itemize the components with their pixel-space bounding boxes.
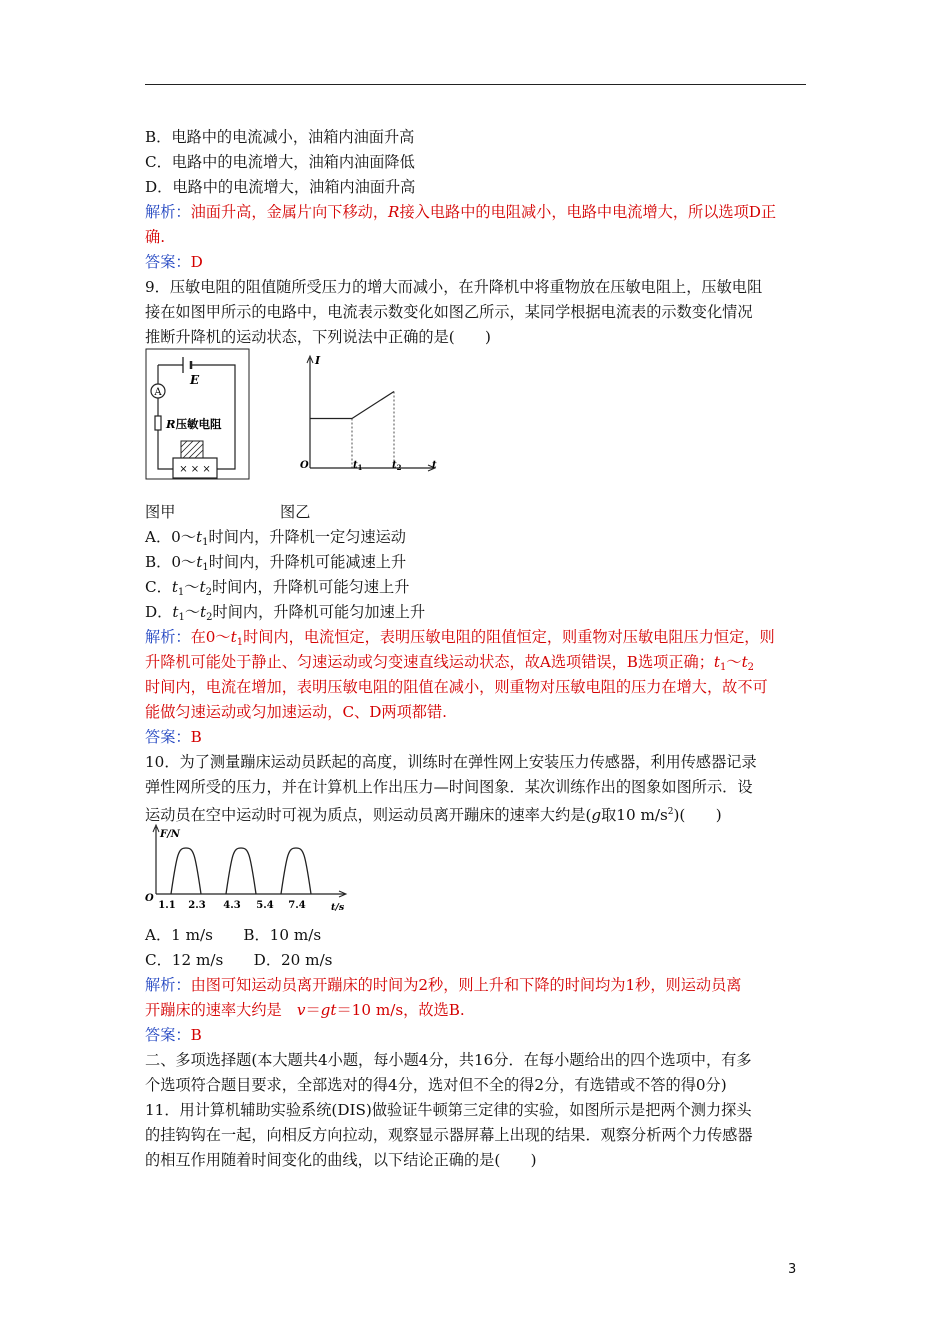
q11-stem-line3: 的相互作用随着时间变化的曲线，以下结论正确的是( ) xyxy=(145,1151,537,1169)
q10-stem-line2: 弹性网所受的压力，并在计算机上作出压力—时间图象．某次训练作出的图象如图所示．设 xyxy=(145,778,753,796)
t1-tick-label: $t_1$ xyxy=(353,460,363,472)
x-tick-label: 1.1 xyxy=(158,900,176,911)
figure-captions xyxy=(145,502,311,522)
analysis-text: 接入电路中的电阻减小，电路中电流增大，所以选项D正 xyxy=(399,203,777,221)
x-tick-label: 2.3 xyxy=(188,900,206,911)
q10-answer xyxy=(145,1025,202,1045)
x-label: t/s xyxy=(331,902,345,912)
origin-label: O xyxy=(145,893,154,904)
resistor-text: 压敏电阻 xyxy=(175,417,222,431)
circuit-diagram xyxy=(145,348,250,480)
y-label: F/N xyxy=(160,829,180,840)
analysis-label: 解析： xyxy=(145,628,191,646)
header-rule xyxy=(145,84,806,85)
q8-answer xyxy=(145,252,203,272)
answer-value: B xyxy=(190,1026,202,1044)
caption-yi: 图乙 xyxy=(280,503,311,521)
q10-analysis-line2: 开蹦床的速率大约是 v＝gt＝10 m/s，故选B. xyxy=(145,1001,465,1019)
t2-tick-label: $t_2$ xyxy=(392,460,402,472)
q9-stem-line2: 接在如图甲所示的电路中，电流表示数变化如图乙所示，某同学根据电流表的示数变化情况 xyxy=(145,303,753,321)
resistor-label xyxy=(165,417,222,431)
force-pulse-3 xyxy=(281,848,311,894)
q9-stem-line1: 9．压敏电阻的阻值随所受压力的增大而减小，在升降机中将重物放在压敏电阻上，压敏电阻 xyxy=(145,278,763,296)
q10-stem-line1: 10．为了测量蹦床运动员跃起的高度，训练时在弹性网上安装压力传感器，利用传感器记录 xyxy=(145,753,757,771)
origin-label: O xyxy=(300,460,309,471)
q9-analysis-line2: 升降机可能处于静止、匀速运动或匀变速直线运动状态，故A选项错误，B选项正确；$t_1\sim t_2$ xyxy=(145,653,755,673)
section2-line2: 个选项符合题目要求，全部选对的得4分，选对但不全的得2分，有选错或不答的得0分) xyxy=(145,1076,727,1094)
answer-value: D xyxy=(190,253,203,271)
analysis-text: 油面升高，金属片向下移动， xyxy=(190,203,388,221)
q8-analysis-line2: 确. xyxy=(145,228,166,246)
q8-option-b: B．电路中的电流减小，油箱内油面升高 xyxy=(145,128,415,146)
q9-answer xyxy=(145,727,202,747)
q9-analysis-line4: 能做匀速运动或匀加速运动，C、D两项都错. xyxy=(145,703,447,721)
q10-stem-line3: 运动员在空中运动时可视为质点，则运动员离开蹦床的速率大约是(g取10 $m/s^2$)( ) xyxy=(145,806,722,825)
y-label: I xyxy=(315,354,321,367)
q10-analysis-line1: 解析：由图可知运动员离开蹦床的时间为2秒，则上升和下降的时间均为1秒，则运动员离 xyxy=(145,976,742,994)
force-pulse-1 xyxy=(171,848,201,894)
section2-line1: 二、多项选择题(本大题共4小题，每小题4分，共16分．在每小题给出的四个选项中，有多 xyxy=(145,1051,752,1069)
q9-stem-line3: 推断升降机的运动状态，下列说法中正确的是( ) xyxy=(145,328,491,346)
x-tick-label: 5.4 xyxy=(256,900,274,911)
current-rising-segment xyxy=(352,392,394,419)
q9-option-d: D．$t_1\sim t_2$时间内，升降机可能匀加速上升 xyxy=(145,603,426,623)
page-number: 3 xyxy=(788,1262,797,1277)
analysis-label: 解析： xyxy=(145,976,191,994)
x-tick-label: 4.3 xyxy=(223,900,241,911)
force-pulse-2 xyxy=(226,848,256,894)
x-tick-label: 7.4 xyxy=(288,900,306,911)
resistor-r: R xyxy=(166,417,176,431)
q9-analysis-line1: 解析：在$0\sim t_1$时间内，电流恒定，表明压敏电阻的阻值恒定，则重物对压敏电阻压力恒定，则 xyxy=(145,628,775,648)
q11-stem-line1: 11．用计算机辅助实验系统(DIS)做验证牛顿第三定律的实验，如图所示是把两个测力探头 xyxy=(145,1101,752,1119)
sensor-marks: × × × xyxy=(179,464,211,475)
q9-option-b: B．$0\sim t_1$时间内，升降机可能减速上升 xyxy=(145,553,407,573)
q11-stem-line2: 的挂钩钩在一起，向相反方向拉动，观察显示器屏幕上出现的结果．观察分析两个力传感器 xyxy=(145,1126,753,1144)
q8-option-d: D．电路中的电流增大，油箱内油面升高 xyxy=(145,178,416,196)
battery-label: E xyxy=(190,373,200,387)
q10-options-ab: A．1 m/s B．10 m/s xyxy=(145,926,322,944)
answer-label: 答案： xyxy=(145,728,191,746)
current-time-graph xyxy=(296,352,441,477)
answer-label: 答案： xyxy=(145,1026,191,1044)
q9-option-c: C．$t_1\sim t_2$时间内，升降机可能匀速上升 xyxy=(145,578,410,598)
resistor-icon xyxy=(155,416,161,430)
resistor-symbol: R xyxy=(388,203,400,221)
analysis-label: 解析： xyxy=(145,203,191,221)
q8-analysis-line1 xyxy=(145,202,776,222)
x-label: t xyxy=(432,460,437,471)
answer-value: B xyxy=(190,728,202,746)
q8-option-c: C．电路中的电流增大，油箱内油面降低 xyxy=(145,153,415,171)
answer-label: 答案： xyxy=(145,253,191,271)
ammeter-label: A xyxy=(154,387,162,398)
q10-options-cd: C．12 m/s D．20 m/s xyxy=(145,951,333,969)
q9-option-a: A．$0\sim t_1$时间内，升降机一定匀速运动 xyxy=(145,528,406,548)
caption-jia: 图甲 xyxy=(145,503,176,521)
q9-analysis-line3: 时间内，电流在增加，表明压敏电阻的阻值在减小，则重物对压敏电阻的压力在增大，故不可 xyxy=(145,678,768,696)
force-time-graph xyxy=(145,822,355,912)
